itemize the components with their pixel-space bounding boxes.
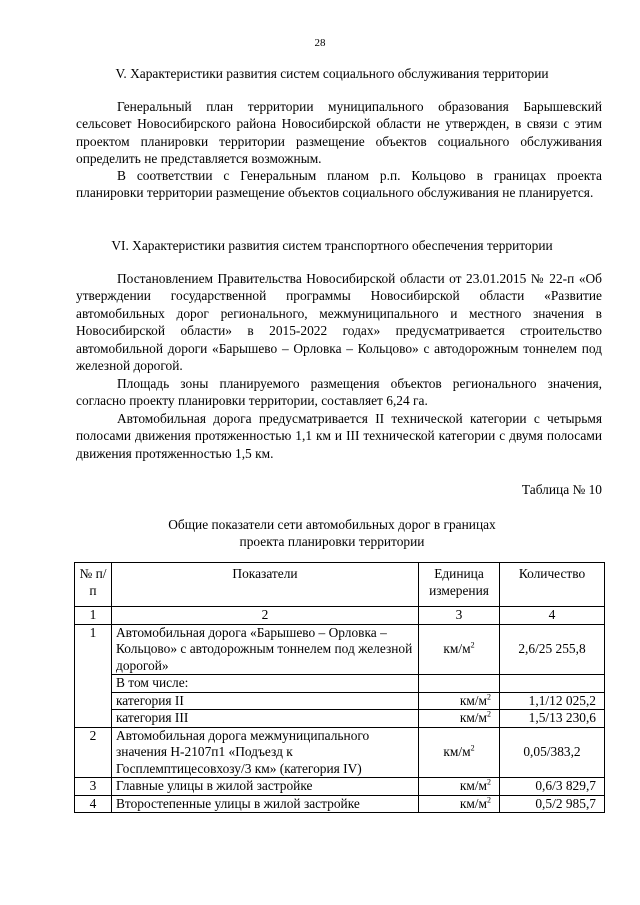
table-number: Таблица № 10 (521, 482, 602, 497)
section-6-paragraph-2: Площадь зоны планируемого размещения объектов регионального значения, согласно проекту планировки территории, составляет 6,24 га. (76, 376, 602, 409)
row-num: 1 (75, 624, 112, 727)
index-cell: 3 (419, 607, 500, 625)
index-cell: 4 (500, 607, 605, 625)
table-index-row (75, 607, 605, 625)
section-5-paragraph-1: Генеральный план территории муниципального образования Барышевский сельсовет Новосибирского района Новосибирской области не утвержден, в связи с этим проектом планировки территории размещение объектов социального обслуживания определить не представляется возможным. (76, 99, 602, 167)
row-amount: 2,6/25 255,8 (500, 624, 605, 675)
row-num: 4 (75, 795, 112, 813)
row-indicator: В том числе: (112, 675, 419, 693)
index-cell: 2 (112, 607, 419, 625)
table-row (75, 727, 605, 778)
section-6-paragraph-1: Постановлением Правительства Новосибирской области от 23.01.2015 № 22-п «Об утверждении государственной программы Новосибирской области «Развитие автомобильных дорог регионального, межмуниципального и местного значения в Новосибирской области» в 2015-2022 годах» предусматривается строительство автомобильной дороги «Барышево – Орловка – Кольцово» с автодорожным тоннелем под железной дорогой. (76, 271, 602, 374)
row-indicator: категория II (112, 692, 419, 710)
table-row (75, 692, 605, 710)
table-row (75, 675, 605, 693)
row-unit-empty (419, 675, 500, 693)
table-row (75, 624, 605, 675)
row-num: 2 (75, 727, 112, 778)
table-header-row (75, 563, 605, 607)
row-unit: $км/м^2$ (419, 795, 500, 813)
header-indicator: Показатели (112, 563, 419, 607)
row-unit: $км/м^2$ (419, 778, 500, 796)
row-unit: $км/м^2$ (419, 624, 500, 675)
header-num: № п/п (75, 563, 112, 607)
table-row (75, 778, 605, 796)
row-unit: $км/м^2$ (419, 710, 500, 728)
table-title-line-2: проекта планировки территории (239, 534, 425, 549)
table-row (75, 710, 605, 728)
row-amount: 0,6/3 829,7 (500, 778, 605, 796)
row-indicator: Автомобильная дорога «Барышево – Орловка – Кольцово» с автодорожным тоннелем под железной дорогой» (112, 624, 419, 675)
row-indicator: Главные улицы в жилой застройке (112, 778, 419, 796)
section-5-heading: V. Характеристики развития систем социального обслуживания территории (115, 66, 549, 81)
row-amount: 1,1/12 025,2 (500, 692, 605, 710)
row-amount: 0,5/2 985,7 (500, 795, 605, 813)
row-unit: $км/м^2$ (419, 692, 500, 710)
section-6-heading: VI. Характеристики развития систем транспортного обеспечения территории (111, 238, 553, 253)
header-amount: Количество (500, 563, 605, 607)
row-amount: 1,5/13 230,6 (500, 710, 605, 728)
header-unit: Единица измерения (419, 563, 500, 607)
row-indicator: категория III (112, 710, 419, 728)
table-row (75, 795, 605, 813)
page-number: 28 (314, 37, 326, 49)
table-title (62, 516, 602, 550)
row-indicator: Автомобильная дорога межмуниципального значения Н-2107п1 «Подъезд к Госплемптицесовхозу/3 км» (категория IV) (112, 727, 419, 778)
section-5-paragraph-2: В соответствии с Генеральным планом р.п. Кольцово в границах проекта планировки территории размещение объектов социального обслуживания не планируется. (76, 168, 602, 201)
table-title-line-1: Общие показатели сети автомобильных дорог в границах (168, 517, 496, 532)
index-cell: 1 (75, 607, 112, 625)
row-num: 3 (75, 778, 112, 796)
row-amount-empty (500, 675, 605, 693)
row-unit: $км/м^2$ (419, 727, 500, 778)
row-amount: 0,05/383,2 (500, 727, 605, 778)
row-indicator: Второстепенные улицы в жилой застройке (112, 795, 419, 813)
section-6-paragraph-3: Автомобильная дорога предусматривается II технической категории с четырьмя полосами движения протяженностью 1,1 км и III технической категории с двумя полосами движения протяженностью 1,5 км. (76, 411, 602, 461)
road-indicators-table (74, 562, 605, 813)
